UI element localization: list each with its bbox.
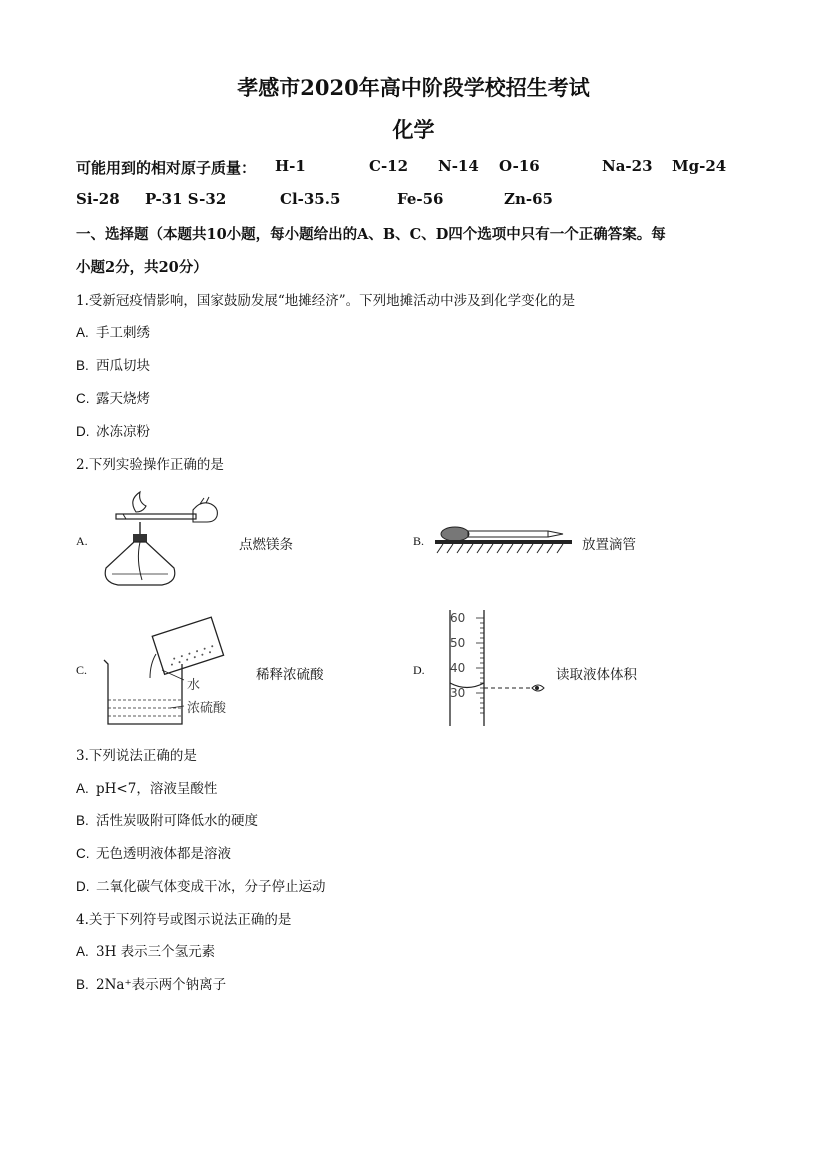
q2-figure-c-letter: C.: [76, 663, 88, 677]
cylinder-tick-label: 60: [450, 611, 466, 625]
exam-title: 孝感市2020年高中阶段学校招生考试: [237, 75, 590, 100]
water-label: 水: [187, 678, 201, 693]
atomic-mass-item: Zn-65: [504, 190, 553, 208]
atomic-mass-item: Fe-56: [397, 190, 444, 208]
q2-figure-b-caption: 放置滴管: [582, 537, 636, 553]
q2-figure-a-caption: 点燃镁条: [239, 537, 293, 553]
q1-option-a: A. 手工刺绣: [76, 325, 150, 341]
cylinder-tick-label: 30: [450, 686, 466, 700]
atomic-mass-item: Si-28: [76, 190, 120, 208]
dilute-acid-illustration: [98, 612, 258, 737]
burning-magnesium-illustration: [98, 490, 223, 600]
q1-option-d: D. 冰冻凉粉: [76, 424, 150, 440]
q2-figure-a-letter: A.: [76, 534, 88, 548]
question-2-stem: 2.下列实验操作正确的是: [76, 457, 224, 473]
q1-option-b: B. 西瓜切块: [76, 358, 150, 374]
atomic-mass-item: Na-23: [602, 157, 653, 175]
q2-figure-b-letter: B.: [413, 534, 425, 548]
atomic-mass-item: H-1: [275, 157, 306, 175]
q2-figure-d-letter: D.: [413, 663, 425, 677]
question-1-stem: 1.受新冠疫情影响，国家鼓励发展“地摊经济”。下列地摊活动中涉及到化学变化的是: [76, 293, 576, 309]
cylinder-tick-label: 50: [450, 636, 466, 650]
atomic-mass-item: P-31 S-32: [145, 190, 227, 208]
atomic-mass-item: Cl-35.5: [280, 190, 341, 208]
dropper-on-bench-illustration: [435, 520, 575, 560]
q4-option-b: B. 2Na⁺表示两个钠离子: [76, 977, 227, 993]
acid-label: 浓硫酸: [187, 701, 227, 716]
q2-figure-d-caption: 读取液体体积: [556, 667, 637, 683]
atomic-mass-item: Mg-24: [672, 157, 727, 175]
q1-option-c: C. 露天烧烤: [76, 391, 150, 407]
q3-option-d: D. 二氧化碳气体变成干冰，分子停止运动: [76, 879, 326, 895]
atomic-mass-item: O-16: [499, 157, 540, 175]
section-heading: 一、选择题（本题共10小题，每小题给出的A、B、C、D四个选项中只有一个正确答案。每: [76, 226, 666, 243]
q3-option-a: A. pH<7，溶液呈酸性: [76, 781, 218, 797]
atomic-mass-item: N-14: [438, 157, 479, 175]
q3-option-b: B. 活性炭吸附可降低水的硬度: [76, 813, 258, 829]
atomic-mass-item: C-12: [369, 157, 409, 175]
subject-title: 化学: [392, 117, 435, 142]
section-heading-cont: 小题2分，共20分）: [76, 259, 208, 276]
question-3-stem: 3.下列说法正确的是: [76, 748, 197, 764]
atomic-mass-label: 可能用到的相对原子质量：: [76, 159, 257, 177]
q4-option-a: A. 3H 表示三个氢元素: [76, 944, 216, 960]
q3-option-c: C. 无色透明液体都是溶液: [76, 846, 231, 862]
q2-figure-c-caption: 稀释浓硫酸: [256, 667, 324, 683]
question-4-stem: 4.关于下列符号或图示说法正确的是: [76, 912, 292, 928]
cylinder-tick-label: 40: [450, 661, 466, 675]
